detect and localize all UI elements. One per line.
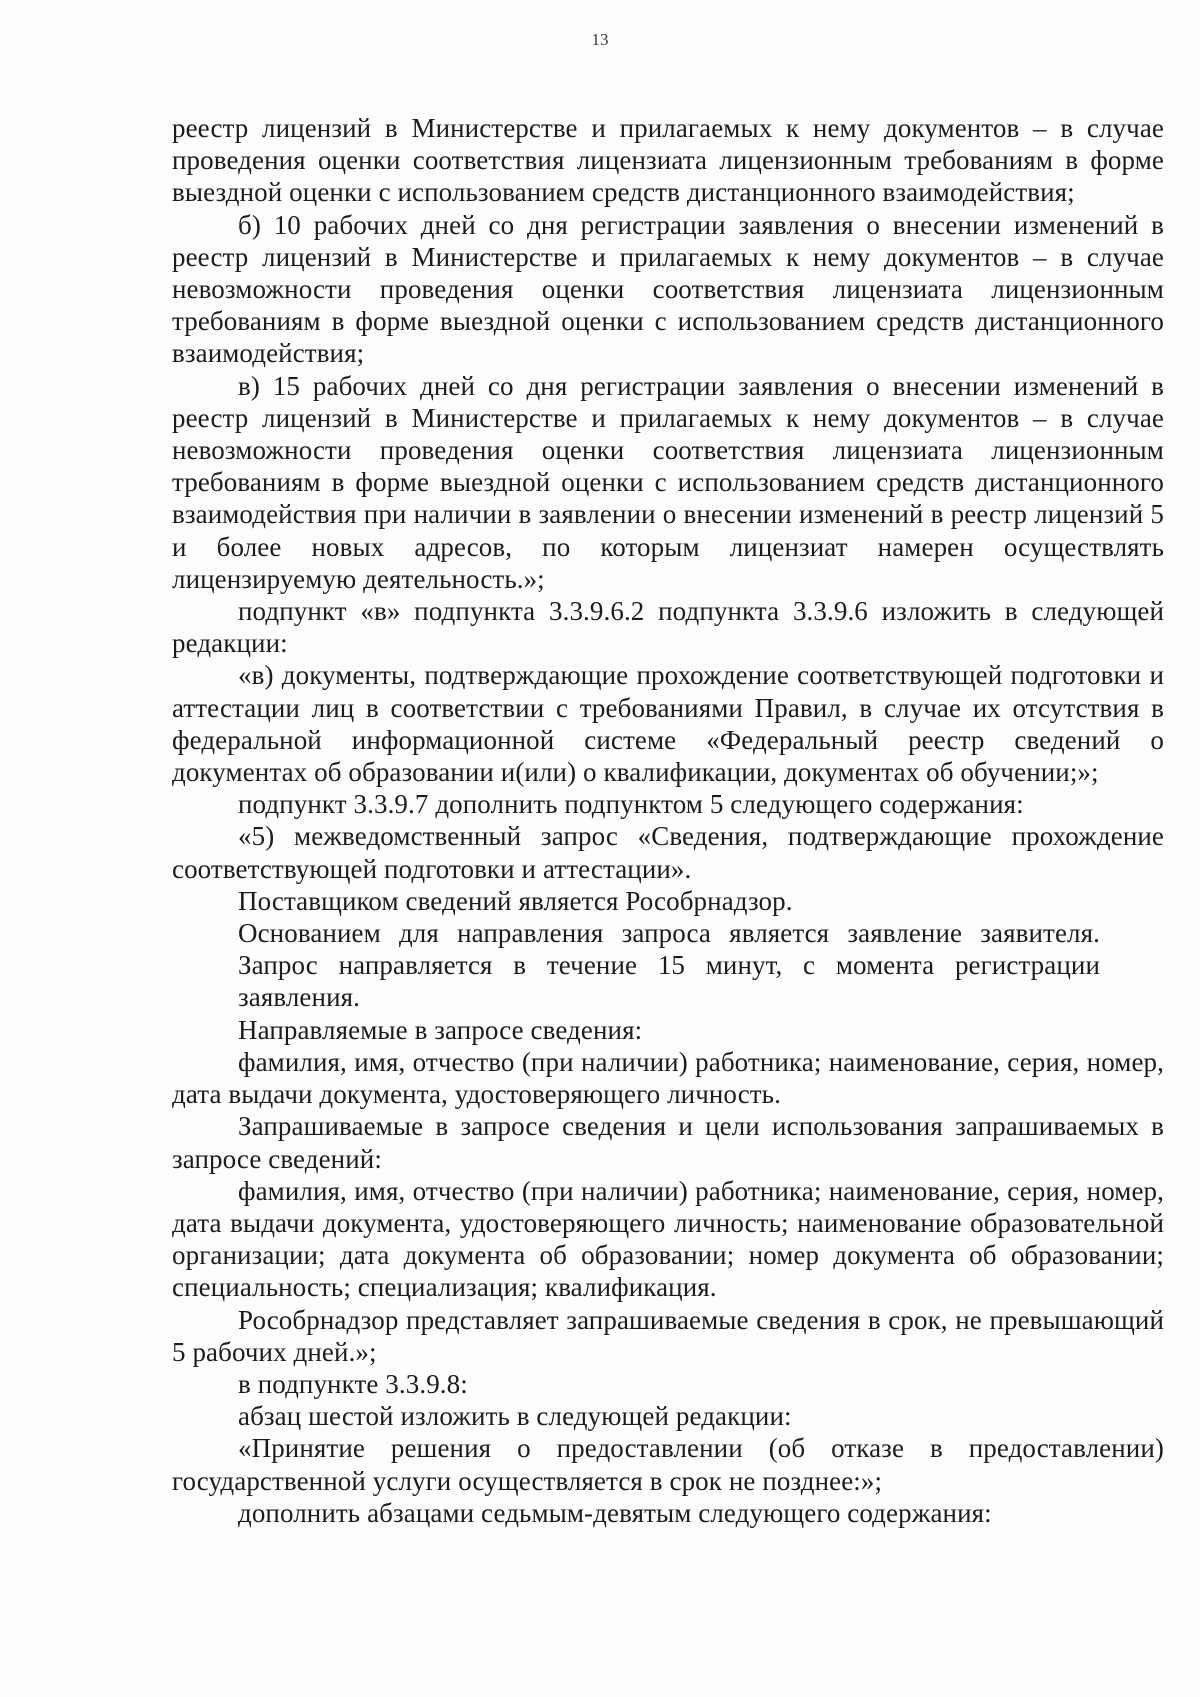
page-number: 13 xyxy=(591,30,609,49)
paragraph-supplier: Поставщиком сведений является Рособрнадзор. xyxy=(238,885,793,916)
paragraph-decision-deadline: «Принятие решения о предоставлении (об отказе в предоставлении) государственной услуги осуществляется в срок не позднее:»; xyxy=(172,1433,1164,1496)
paragraph-sent-data: фамилия, имя, отчество (при наличии) работника; наименование, серия, номер, дата выдачи документа, удостоверяющего личность. xyxy=(172,1046,1164,1110)
paragraph-response-deadline: Рособрнадзор представляет запрашиваемые сведения в срок, не превышающий 5 рабочих дней.»; xyxy=(172,1304,1164,1367)
paragraph-continuation: реестр лицензий в Министерстве и прилагаемых к нему документов – в случае проведения оценки соответствия лицензиата лицензионным требованиям в форме выездной оценки с использованием средств дистанционного взаимодействия; xyxy=(172,113,1164,208)
paragraph-subpoint-v-text: «в) документы, подтверждающие прохождение соответствующей подготовки и аттестации лиц в соответствии с требованиями Правил, в случае их отсутствия в федеральной информационной системе «Федеральный реестр сведений о документах об образовании и(или) о квалификации, документах об обучении;»; xyxy=(172,660,1164,788)
paragraph-subpoint-v-instruction: подпункт «в» подпункта 3.3.9.6.2 подпункта 3.3.9.6 изложить в следующей редакции: xyxy=(172,596,1164,659)
paragraph-interagency-request: «5) межведомственный запрос «Сведения, подтверждающие прохождение соответствующей подготовки и аттестации». xyxy=(172,821,1164,884)
paragraph-request-basis: Основанием для направления запроса является заявление заявителя. Запрос направляется в течение 15 минут, с момента регистрации заявления. xyxy=(238,918,1100,1013)
paragraph-add-paragraphs-instruction: дополнить абзацами седьмым-девятым следующего содержания: xyxy=(238,1497,992,1528)
paragraph-3397-instruction: подпункт 3.3.9.7 дополнить подпунктом 5 следующего содержания: xyxy=(238,789,1024,820)
document-body xyxy=(172,112,1164,1529)
paragraph-sixth-paragraph-instruction: абзац шестой изложить в следующей редакции: xyxy=(238,1401,792,1432)
paragraph-item-b: б) 10 рабочих дней со дня регистрации заявления о внесении изменений в реестр лицензий в Министерстве и прилагаемых к нему документов – в случае невозможности проведения оценки соответствия лицензиата лицензионным требованиям в форме выездной оценки с использованием средств дистанционного взаимодействия; xyxy=(172,209,1164,369)
paragraph-sent-data-heading: Направляемые в запросе сведения: xyxy=(238,1014,643,1045)
paragraph-requested-data-heading: Запрашиваемые в запросе сведения и цели использования запрашиваемых в запросе сведений: xyxy=(172,1111,1164,1174)
paragraph-3398-heading: в подпункте 3.3.9.8: xyxy=(238,1368,468,1399)
paragraph-requested-data: фамилия, имя, отчество (при наличии) работника; наименование, серия, номер, дата выдачи документа, удостоверяющего личность; наименование образовательной организации; дата документа об образовании; номер документа об образовании; специальность; специализация; квалификация. xyxy=(172,1175,1164,1303)
paragraph-item-v: в) 15 рабочих дней со дня регистрации заявления о внесении изменений в реестр лицензий в Министерстве и прилагаемых к нему документов – в случае невозможности проведения оценки соответствия лицензиата лицензионным требованиям в форме выездной оценки с использованием средств дистанционного взаимодействия при наличии в заявлении о внесении изменений в реестр лицензий 5 и более новых адресов, по которым лицензиат намерен осуществлять лицензируемую деятельность.»; xyxy=(172,370,1164,594)
